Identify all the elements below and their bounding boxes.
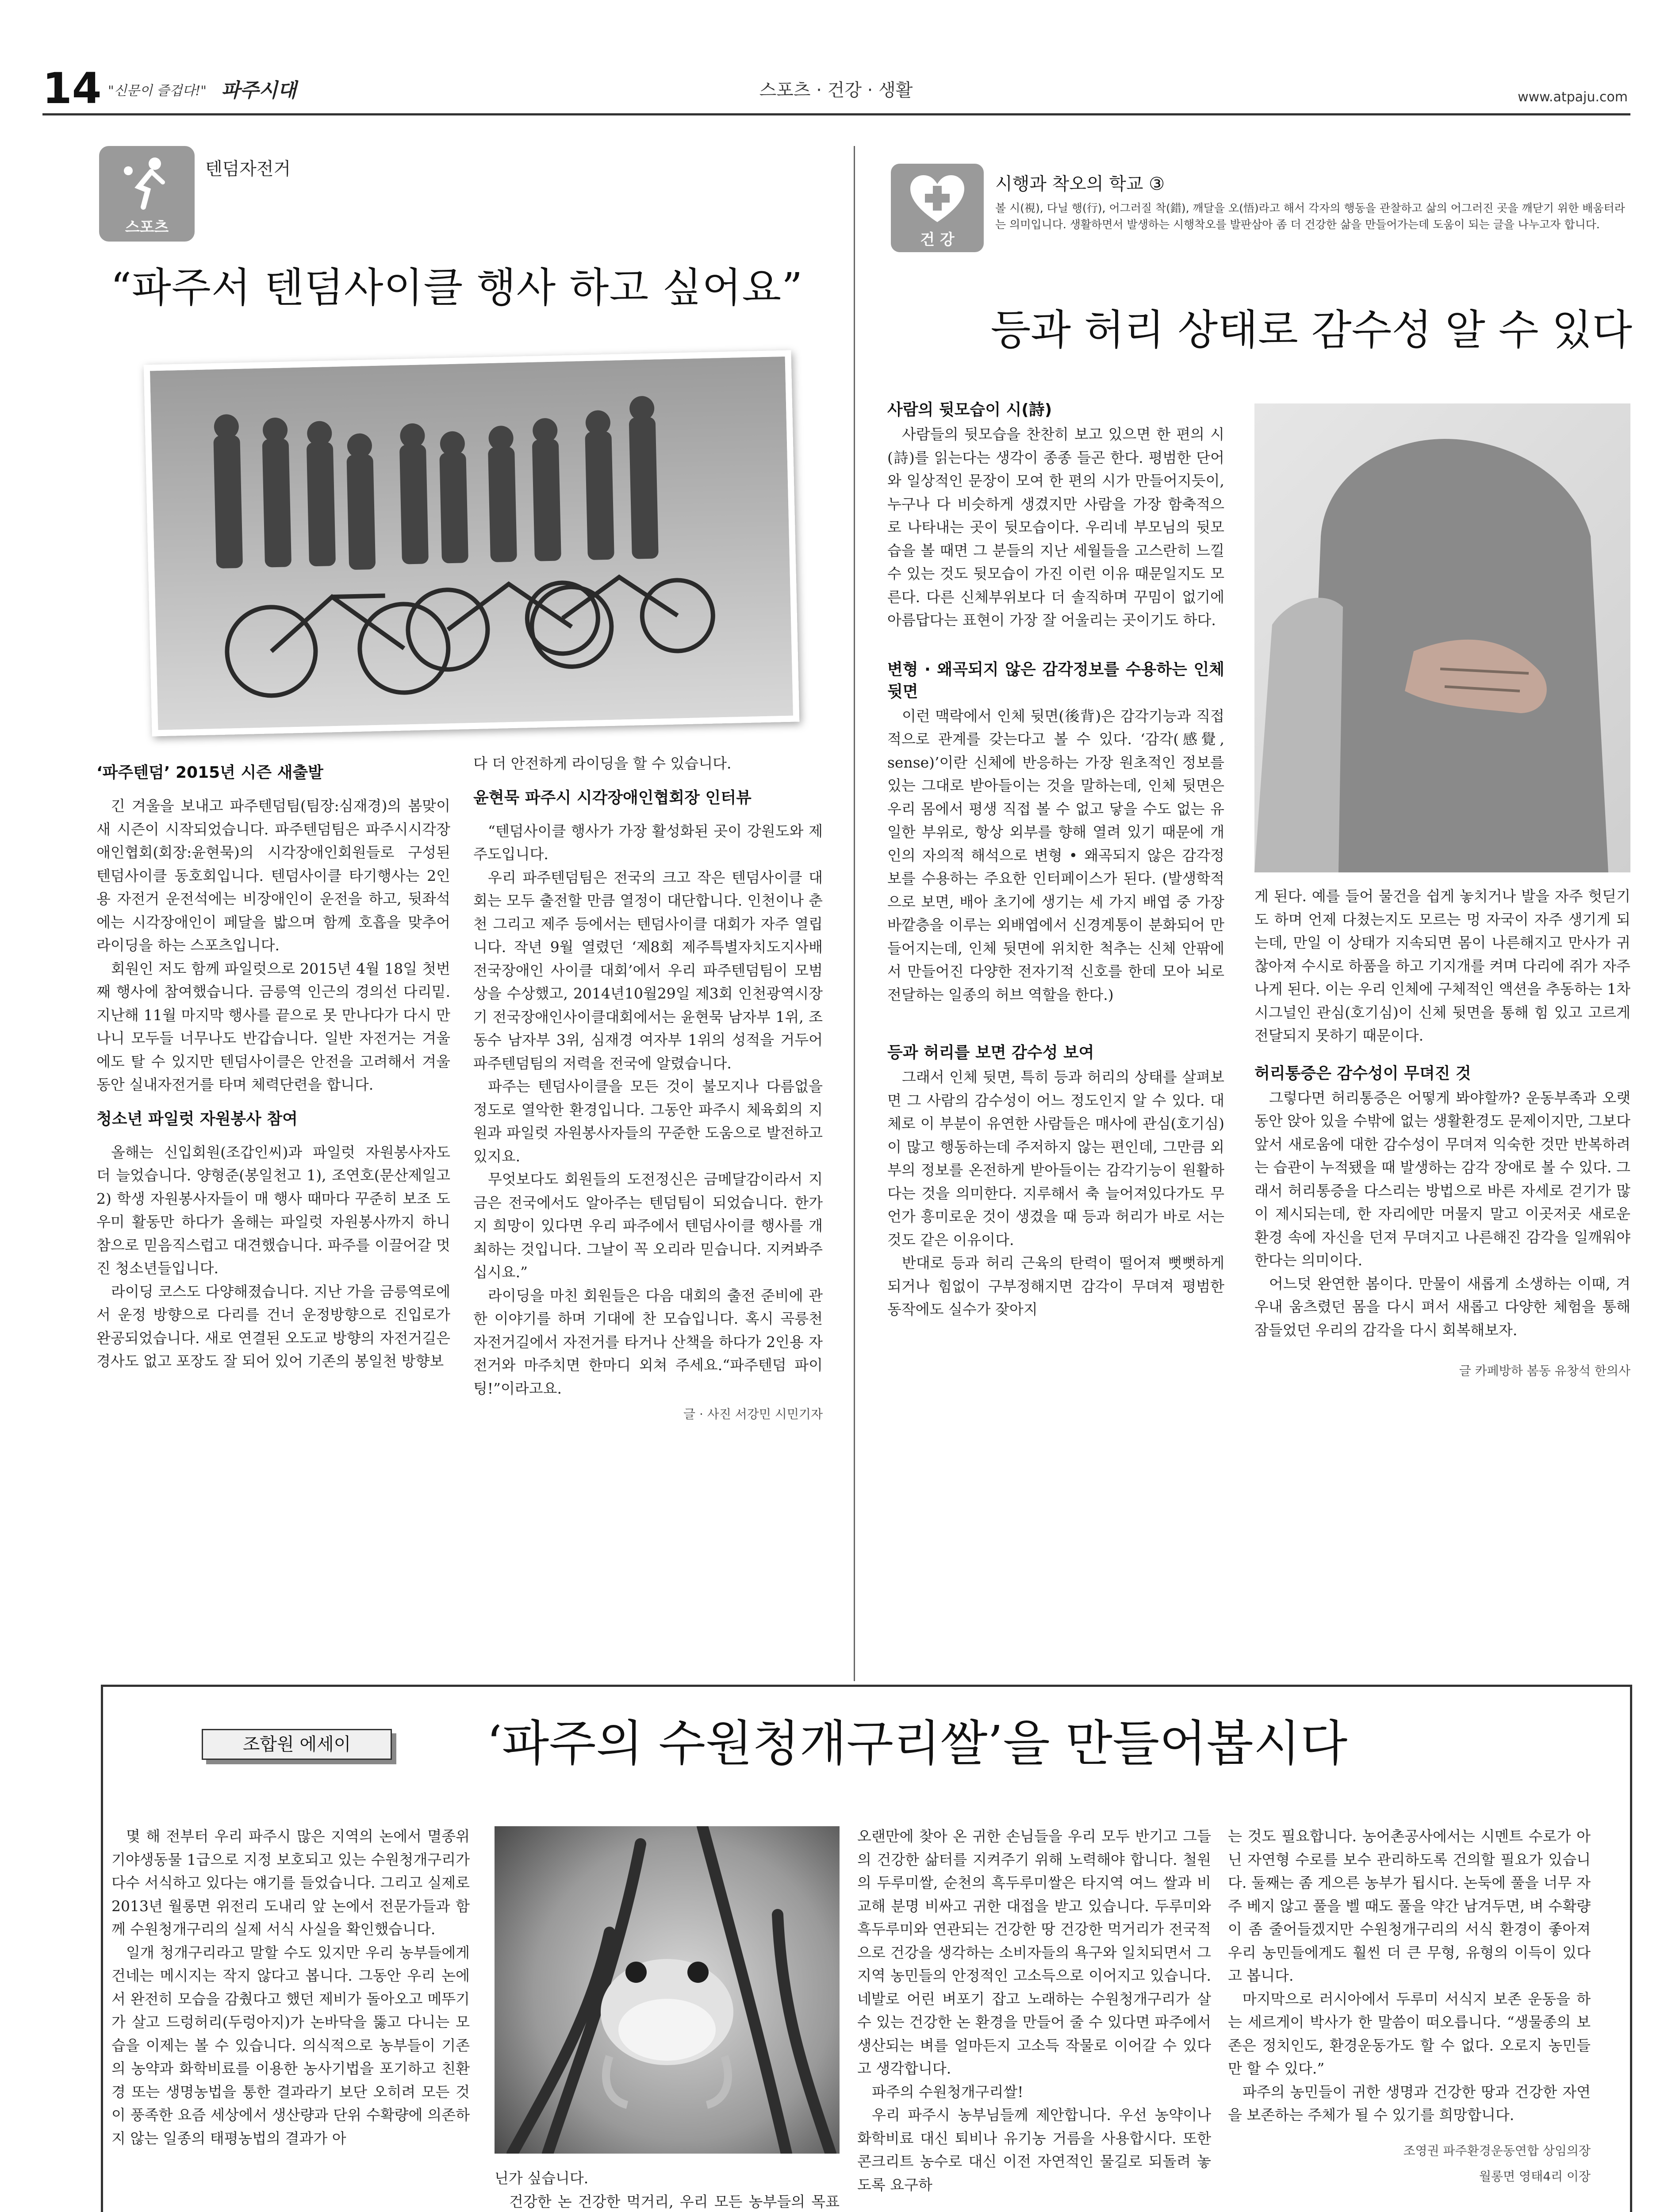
health-paragraph: 그렇다면 허리통증은 어떻게 봐야할까? 운동부족과 오랫동안 앉아 있을 수밖에 없는 생활환경도 문제이지만, 그보다 앞서 새로움에 대한 감수성이 무뎌져 익숙한 것만 반복하려는 습관이 누적됐을 때 발생하는 감각 장애로 볼 수 있다. 그래서 허리통증을 다스리는 방법으로 바른 자세로 걷기가 많이 제시되는데, 한 자리에만 머물지 말고 이곳저곳 새로운 환경 속에 자신을 던져 무뎌지고 나른해진 감각을 일깨워야 한다는 의미이다. [1254, 1089, 1631, 1269]
essay-paragraph: 일개 청개구리라고 말할 수도 있지만 우리 농부들에게 건네는 메시지는 작지 않다고 봅니다. 그동안 우리 논에서 완전히 모습을 감췄다고 했던 제비가 돌아오고 메뚜기가 살고 드렁허리(두렁아지)가 논바닥을 뚫고 다니는 모습을 이제는 볼 수 있습니다. 의식적으로 농부들이 기존의 농약과 화학비료를 이용한 농사기법을 포기하고 친환경 또는 생명농법을 통한 결과라기 보단 오히려 모든 것이 풍족한 요즘 세상에서 생산량과 단위 수확량에 의존하지 않는 일종의 태평농법의 결과가 아 [111, 1943, 470, 2147]
essay-paragraph: 마지막으로 러시아에서 두루미 서식지 보존 운동을 하는 세르게이 박사가 한 말씀이 떠오릅니다. “생물종의 보존은 정치인도, 환경운동가도 할 수 없다. 오로지 농민들만 할 수 있다.” [1228, 1990, 1591, 2077]
health-paragraph: 어느덧 완연한 봄이다. 만물이 새롭게 소생하는 이때, 겨우내 움츠렸던 몸을 다시 펴서 새롭고 다양한 체험을 통해 잠들었던 우리의 감각을 다시 회복해보자. [1254, 1275, 1630, 1339]
health-paragraph: 반대로 등과 허리 근육의 탄력이 떨어져 뻣뻣하게 되거나 힘없이 구부정해지면 감각이 무뎌져 평범한 동작에도 실수가 잦아지 [887, 1254, 1224, 1318]
header-rule [42, 113, 1630, 115]
bicycle-player-icon [120, 155, 173, 214]
health-column-1 [887, 399, 1224, 1321]
sports-column-1 [96, 750, 450, 1373]
frog-photo [495, 1826, 840, 2154]
essay-paragraph: 우리 파주시 농부님들께 제안합니다. 우선 농약이나 화학비료 대신 퇴비나 유기농 거름을 사용합시다. 또한 콘크리트 농수로 대신 이전 자연적인 물길로 되돌려 놓도록 요구하 [857, 2106, 1211, 2193]
health-credit: 글 카페방하 봄동 유창석 한의사 [1459, 1363, 1630, 1378]
sports-headline: “파주서 텐덤사이클 행사 하고 싶어요” [111, 264, 803, 311]
sports-paragraph: 라이딩을 마친 회원들은 다음 대회의 출전 준비에 관한 이야기를 하며 기대에 찬 모습입니다. 혹시 곡릉천 자전거길에서 자전거를 타거나 산책을 하다가 2인용 자전거와 마주치면 한마디 외쳐 주세요.“파주텐덤 파이팅!”이라고요. [473, 1286, 823, 1397]
health-column-2 [1254, 885, 1630, 1383]
health-badge-label: 건 강 [920, 231, 955, 249]
essay-headline: ‘파주의 수원청개구리쌀’을 만들어봅시다 [487, 1715, 1348, 1772]
health-badge [891, 164, 984, 252]
sports-paragraph: 파주는 텐덤사이클을 모든 것이 불모지나 다름없을 정도로 열악한 환경입니다. 그동안 파주시 체육회의 지원과 파일럿 자원봉사자들의 꾸준한 도움으로 발전하고 있지요. [473, 1078, 823, 1165]
header-logo: 파주시대 [221, 79, 297, 102]
header-section: 스포츠 · 건강 · 생활 [759, 80, 913, 100]
health-subhead-poem: 사람의 뒷모습이 시(詩) [887, 401, 1052, 419]
essay-paragraph: 닌가 싶습니다. [495, 2170, 589, 2187]
header-url: www.atpaju.com [1518, 89, 1628, 105]
essay-credit-author: 조영권 파주환경운동연합 상임의장 [1403, 2143, 1591, 2158]
sports-paragraph: 다 더 안전하게 라이딩을 할 수 있습니다. [473, 755, 732, 772]
health-paragraph: 이런 맥락에서 인체 뒷면(後背)은 감각기능과 직접적으로 관계를 갖는다고 볼 수 있다. ‘감각(感覺, sense)’이란 신체에 반응하는 가장 원초적인 정보를 있는 그대로 받아들이는 것을 말하는데, 인체 뒷면은 우리 몸에서 평생 직접 볼 수 없고 닿을 수도 없는 유일한 부위로, 항상 외부를 향해 열려 있기 때문에 개인의 자의적 해석으로 변형 • 왜곡되지 않은 감각정보를 수용하는 주요한 인터페이스가 된다. (발생학적으로 보면, 배아 초기에 생기는 세 가지 배엽 중 가장 바깥층을 이루는 외배엽에서 신경계통이 분화되어 만들어지는데, 인체 뒷면에 위치한 척추는 신체 안팎에서 만들어진 다양한 전자기적 신호를 한데 모아 뇌로 전달하는 일종의 허브 역할을 한다.) [887, 707, 1224, 1003]
health-paragraph: 사람들의 뒷모습을 찬찬히 보고 있으면 한 편의 시(詩)를 읽는다는 생각이 종종 들곤 한다. 평범한 단어와 일상적인 문장이 모여 한 편의 시가 만들어지듯이, 누구나 다 비슷하게 생겼지만 사람을 가장 함축적으로 나타내는 곳이 뒷모습이다. 우리네 부모님의 뒷모습을 볼 때면 그 분들의 지난 세월들을 고스란히 느낄 수 있는 것도 뒷모습이 가진 이런 이유 때문일지도 모른다. 다른 신체부위보다 더 솔직하며 꾸밈이 없기에 아름답다는 표현이 가장 잘 어울리는 곳이기도 하다. [887, 426, 1224, 629]
essay-paragraph: 파주의 농민들이 귀한 생명과 건강한 땅과 건강한 자연을 보존하는 주체가 될 수 있기를 희망합니다. [1228, 2083, 1591, 2124]
essay-paragraph: 는 것도 필요합니다. 농어촌공사에서는 시멘트 수로가 아닌 자연형 수로를 보수 관리하도록 건의할 필요가 있습니다. 둘째는 좀 게으른 농부가 됩시다. 논둑에 풀을 너무 자주 베지 않고 풀을 벨 때도 풀을 약간 남겨두면, 벼 수확량이 좀 줄어들겠지만 수원청개구리의 서식 환경이 좋아져 우리 농민들에게도 훨씬 더 큰 무형, 유형의 이득이 있다고 봅니다. [1228, 1828, 1591, 1984]
health-intro: 볼 시(視), 다닐 행(行), 어그러질 착(錯), 깨달을 오(悟)라고 해서 각자의 행동을 관찰하고 삶의 어그러진 곳을 깨닫기 위한 배움터라는 의미입니다. 생활하면서 발생하는 시행착오를 발판삼아 좀 더 건강한 삶을 만들어가는데 도움이 되는 글을 나누고자 합니다. [995, 202, 1625, 231]
sports-subhead-youth: 청소년 파일럿 자원봉사 참여 [96, 1110, 298, 1128]
sports-subhead-season: ‘파주텐덤’ 2015년 시즌 새출발 [96, 764, 323, 782]
sports-paragraph: 긴 겨울을 보내고 파주텐덤팀(팀장:심재경)의 봄맞이 새 시즌이 시작되었습니다. 파주텐덤팀은 파주시시각장애인협회(회장:윤현묵)의 시각장애인회원들로 구성된 텐덤사이클 동호회입니다. 텐덤사이클 타기행사는 2인용 자전거 운전석에는 비장애인이 운전을 하고, 뒷좌석에는 시각장애인이 페달을 밟으며 함께 호흡을 맞추어 라이딩을 하는 스포츠입니다. [96, 797, 450, 954]
essay-column-2 [495, 2167, 840, 2212]
back-pain-photo [1254, 403, 1630, 872]
column-divider [854, 146, 855, 1681]
essay-paragraph: 건강한 논 건강한 먹거리, 우리 모든 농부들의 목표 [509, 2193, 840, 2210]
sports-paragraph: 무엇보다도 회원들의 도전정신은 금메달감이라서 지금은 전국에서도 알아주는 텐덤팀이 되었습니다. 한가지 희망이 있다면 우리 파주에서 텐덤사이클 행사를 개최하는 것입니다. 그날이 꼭 오리라 믿습니다. 지켜봐주십시요.” [473, 1171, 823, 1281]
essay-credit-title: 월롱면 영태4리 이장 [1479, 2169, 1591, 2184]
health-subhead-sense: 변형 · 왜곡되지 않은 감각정보를 수용하는 인체 뒷면 [887, 660, 1224, 701]
header-motto: "신문이 즐겁다!" [108, 83, 207, 99]
health-headline: 등과 허리 상태로 감수성 알 수 있다 [990, 306, 1632, 354]
health-paragraph: 그래서 인체 뒷면, 특히 등과 허리의 상태를 살펴보면 그 사람의 감수성이 어느 정도인지 알 수 있다. 대체로 이 부분이 유연한 사람들은 매사에 관심(호기심)이 많고 행동하는데 주저하지 않는 편인데, 그만큼 외부의 정보를 온전하게 받아들이는 감각기능이 원활하다는 것을 의미한다. 지루해서 축 늘어져있다가도 무언가 흥미로운 것이 생겼을 때 등과 허리가 바로 서는 것도 같은 이유이다. [887, 1068, 1224, 1248]
sports-badge [99, 146, 195, 242]
health-subhead-pain: 허리통증은 감수성이 무뎌진 것 [1254, 1064, 1471, 1083]
sports-subhead-interview: 윤현묵 파주시 시각장애인협회장 인터뷰 [473, 788, 752, 807]
essay-paragraph: 오랜만에 찾아 온 귀한 손님들을 우리 모두 반기고 그들의 건강한 삶터를 지켜주기 위해 노력해야 합니다. 철원의 두루미쌀, 순천의 흑두루미쌀은 타지역 여느 쌀과 비교해 분명 비싸고 귀한 대접을 받고 있습니다. 두루미와 흑두루미와 연관되는 건강한 땅 건강한 먹거리가 전국적으로 건강을 생각하는 소비자들의 욕구와 일치되면서 그 지역 농민들의 안정적인 고소득으로 이어지고 있습니다. 네발로 어린 벼포기 잡고 노래하는 수원청개구리가 살 수 있는 건강한 논 환경을 만들어 줄 수 있다면 파주에서 생산되는 벼를 얼마든지 고소득 작물로 이어갈 수 있다고 생각합니다. [857, 1828, 1211, 2077]
essay-column-3 [857, 1825, 1211, 2197]
sports-paragraph: 올해는 신입회원(조갑인씨)과 파일럿 자원봉사자도 더 늘었습니다. 양형준(봉일천고 1), 조연호(문산제일고 2) 학생 자원봉사자들이 매 행사 때마다 꾸준히 보조 도우미 활동만 하다가 올해는 파일럿 자원봉사까지 하니 참으로 믿음직스럽고 대견했습니다. 파주를 이끌어갈 멋진 청소년들입니다. [96, 1143, 450, 1277]
sports-kicker: 텐덤자전거 [205, 159, 291, 179]
health-paragraph: 게 된다. 예를 들어 물건을 쉽게 놓치거나 발을 자주 헛딛기도 하며 언제 다쳤는지도 모르는 멍 자국이 자주 생기게 되는데, 만일 이 상태가 지속되면 몸이 나른해지고 만사가 귀찮아져 수시로 하품을 하고 기지개를 켜며 다리에 쥐가 자주 나게 된다. 이는 우리 인체에 구체적인 액션을 추동하는 1차 시그널인 관심(호기심)이 신체 뒷면을 통해 힘 있고 고르게 전달되지 못하기 때문이다. [1254, 887, 1630, 1044]
sports-credit: 글 · 사진 서강민 시민기자 [683, 1407, 823, 1421]
page-number: 14 [42, 64, 102, 113]
sports-paragraph: 우리 파주텐덤팀은 전국의 크고 작은 텐덤사이클 대회는 모두 출전할 만큼 열정이 대단합니다. 인천이나 춘천 그리고 제주 등에서는 텐덤사이클 대회가 자주 열립니다. 작년 9월 열렸던 ‘제8회 제주특별자치도지사배 전국장애인 사이클 대회’에서 우리 파주텐덤팀이 모범상을 수상했고, 2014년10월29일 제3회 인천광역시장기 전국장애인사이클대회에서는 윤현묵 남자부 1위, 조동수 남자부 3위, 심재경 여자부 1위의 성적을 거두어 파주텐덤팀의 저력을 전국에 알렸습니다. [473, 868, 823, 1072]
health-series: 시행과 착오의 학교 ③ [995, 174, 1165, 194]
sports-paragraph: 회원인 저도 함께 파일럿으로 2015년 4월 18일 첫번째 행사에 참여했습니다. 금릉역 인근의 경의선 다리밑. 지난해 11월 마지막 행사를 끝으로 못 만나다가 다시 만나니 모두들 너무나도 반갑습니다. 일반 자전거는 겨울에도 탈 수 있지만 텐덤사이클은 안전을 고려해서 겨울동안 실내자전거를 타며 체력단련을 합니다. [96, 960, 450, 1093]
sports-paragraph: “텐덤사이클 행사가 가장 활성화된 곳이 강원도와 제주도입니다. [473, 822, 823, 863]
sports-paragraph: 라이딩 코스도 다양해졌습니다. 지난 가을 금릉역로에서 운정 방향으로 다리를 건너 운정방향으로 진입로가 완공되었습니다. 새로 연결된 오도교 방향의 자전거길은 경사도 없고 포장도 잘 되어 있어 기존의 봉일천 방향보 [96, 1283, 450, 1370]
sports-column-2 [473, 752, 823, 1426]
tandem-team-photo [144, 350, 800, 737]
sports-badge-label: 스포츠 [125, 219, 169, 236]
essay-paragraph: 몇 해 전부터 우리 파주시 많은 지역의 논에서 멸종위기야생동물 1급으로 지정 보호되고 있는 수원청개구리가 다수 서식하고 있다는 얘기를 들었습니다. 그리고 실제로 2013년 월롱면 위전리 도내리 앞 논에서 전문가들과 함께 수원청개구리의 실제 서식 사실을 확인했습니다. [111, 1828, 470, 1938]
essay-column-4 [1228, 1825, 1591, 2189]
essay-paragraph: 파주의 수원청개구리쌀! [872, 2083, 1024, 2101]
health-subhead-waist: 등과 허리를 보면 감수성 보여 [887, 1044, 1094, 1062]
essay-tag: 조합원 에세이 [202, 1729, 392, 1760]
heart-cross-icon [909, 173, 966, 228]
essay-column-1 [111, 1825, 470, 2150]
